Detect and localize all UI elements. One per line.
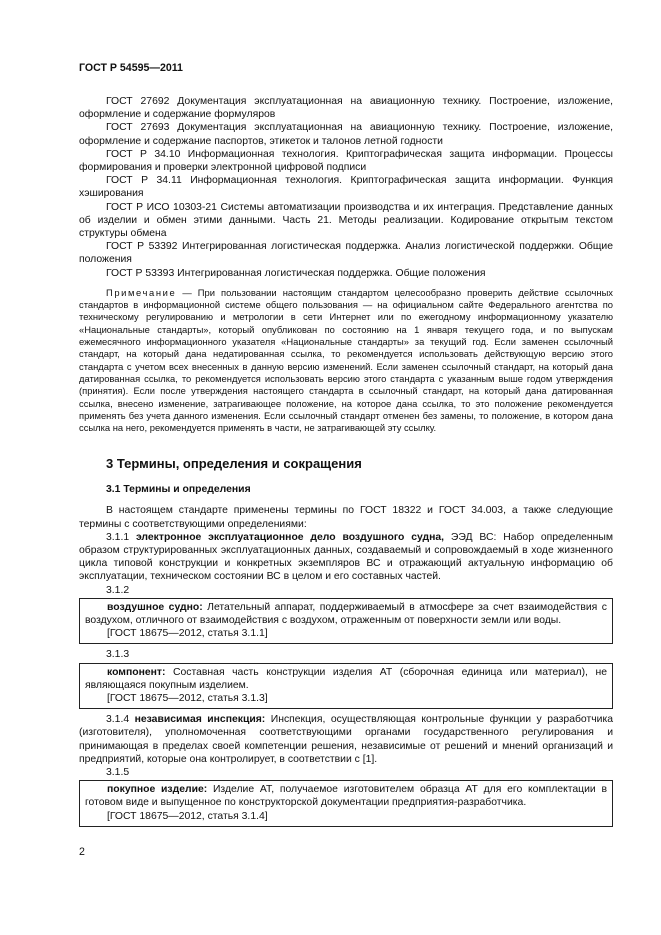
- term-number: 3.1.4: [106, 714, 135, 726]
- term-box-3-1-3: [79, 663, 613, 710]
- standard-code-header: ГОСТ Р 54595—2011: [79, 62, 183, 74]
- term-definition: Составная часть конструкции изделия АТ (сборочная единица или материал), не являющаяся покупным изделием.: [85, 666, 607, 691]
- term-number-3-1-5: 3.1.5: [106, 767, 130, 779]
- reference-entry: ГОСТ 27693 Документация эксплуатационная на авиационную технику. Построение, изложение, оформление и содержание паспортов, этикеток и талонов летной годности: [79, 122, 613, 147]
- page-content: [79, 95, 613, 831]
- term-source: [ГОСТ 18675—2012, статья 3.1.1]: [107, 628, 268, 640]
- term-3-1-4: [79, 713, 613, 766]
- term-name: независимая инспекция:: [134, 714, 266, 726]
- note-paragraph: [79, 287, 613, 435]
- term-name: покупное изделие:: [107, 784, 208, 796]
- term-name: электронное эксплуатационное дело воздушного судна,: [135, 531, 445, 543]
- term-definition: Инспекция, осуществляющая контрольные функции у разработчика (изготовителя), уполномоченная соответствующими органами государственного регулирования и принимающая в пределах своей компетенции решения, независимые от решений и мнений организаций и предприятий, которые она контролирует, в соответствии с [1].: [79, 714, 614, 765]
- term-source: [ГОСТ 18675—2012, статья 3.1.4]: [107, 810, 268, 822]
- terms-intro: В настоящем стандарте применены термины по ГОСТ 18322 и ГОСТ 34.003, а также следующие термины с соответствующими определениями:: [79, 505, 613, 530]
- term-box-3-1-2: [79, 598, 613, 645]
- reference-entry: ГОСТ Р 53392 Интегрированная логистическая поддержка. Анализ логистической поддержки. Общие положения: [79, 241, 613, 266]
- reference-entry: ГОСТ Р ИСО 10303-21 Системы автоматизации производства и их интеграция. Представление данных об изделии и обмен этими данными. Часть 21. Методы реализации. Кодирование открытым текстом структуры обмена: [79, 201, 613, 240]
- term-3-1-5: [85, 783, 607, 809]
- note-label: Примечание: [106, 286, 177, 298]
- term-number-3-1-3: 3.1.3: [106, 649, 130, 661]
- term-number: 3.1.1: [106, 531, 136, 543]
- term-3-1-2: [85, 601, 607, 627]
- reference-entry: ГОСТ Р 53393 Интегрированная логистическая поддержка. Общие положения: [106, 267, 486, 279]
- reference-entry: ГОСТ Р 34.10 Информационная технология. Криптографическая защита информации. Процессы формирования и проверки электронной цифровой подписи: [79, 148, 613, 174]
- note-text: — При пользовании настоящим стандартом целесообразно проверить действие ссылочных стандартов в информационной системе общего пользования — на официальном сайте Федерального агентства по техническому регулированию и метрологии в сети Интернет или по ежегодному информационному указателю «Национальные стандарты», который опубликован по состоянию на 1 января текущего года, и по выпускам ежемесячного информационного указателя «Национальные стандарты» за текущий год. Если заменен ссылочный стандарт, на который дана недатированная ссылка, то рекомендуется использовать действующую версию этого стандарта с учетом всех внесенных в данную версию изменений. Если заменен ссылочный стандарт, на который дана датированная ссылка, то рекомендуется использовать версию этого стандарта с указанным выше годом утверждения (принятия). Если после утверждения настоящего стандарта в ссылочный стандарт, на который дана датированная ссылка, внесено изменение, затрагивающее положение, на которое дана ссылка, то это положение рекомендуется применять без учета данного изменения. Если ссылочный стандарт отменен без замены, то положение, в котором дана ссылка на него, рекомендуется применять в части, не затрагивающей эту ссылку.: [79, 286, 613, 434]
- section-3-title: 3 Термины, определения и сокращения: [106, 456, 362, 472]
- term-name: воздушное судно:: [107, 601, 203, 613]
- term-definition: Летательный аппарат, поддерживаемый в атмосфере за счет взаимодействия с воздухом, отличного от взаимодействия с воздухом, отраженным от поверхности земли или воды.: [85, 601, 607, 627]
- page-number: 2: [79, 846, 85, 858]
- term-definition: ЭЭД ВС: Набор определенным образом структурированных эксплуатационных данных, создаваемый и сопровождаемый в ходе жизненного цикла типовой конструкции и конкретных экземпляров ВС и отражающий актуальную информацию об эксплуатации, техническом состоянии ВС в целом и его составных частей.: [79, 531, 613, 583]
- term-3-1-3: [85, 666, 607, 692]
- term-definition: Изделие АТ, получаемое изготовителем образца АТ для его комплектации в готовом виде и выпущенное по конструкторской документации предприятия-разработчика.: [85, 784, 607, 809]
- term-source: [ГОСТ 18675—2012, статья 3.1.3]: [107, 693, 268, 705]
- reference-entry: ГОСТ Р 34.11 Информационная технология. Криптографическая защита информации. Функция хэширования: [79, 175, 613, 200]
- term-3-1-1: [79, 531, 613, 584]
- term-box-3-1-5: [79, 780, 613, 827]
- term-name: компонент:: [107, 666, 166, 678]
- term-number-3-1-2: 3.1.2: [106, 584, 130, 596]
- subsection-3-1-title: 3.1 Термины и определения: [106, 484, 251, 496]
- reference-entry: ГОСТ 27692 Документация эксплуатационная на авиационную технику. Построение, изложение, оформление и содержание формуляров: [79, 96, 613, 121]
